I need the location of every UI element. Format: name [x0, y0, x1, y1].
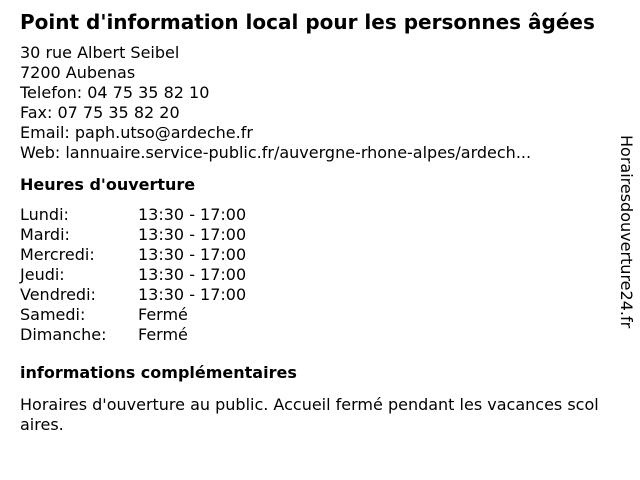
- hours-row: [20, 285, 600, 305]
- hours-row: [20, 265, 600, 285]
- email-line: Email: paph.utso@ardeche.fr: [20, 123, 253, 142]
- hours-day: Lundi:: [20, 205, 69, 224]
- info-heading: informations complémentaires: [20, 363, 297, 382]
- hours-day: Dimanche:: [20, 325, 107, 344]
- hours-row: [20, 245, 600, 265]
- hours-day: Mercredi:: [20, 245, 95, 264]
- hours-row: [20, 205, 600, 225]
- listing-content: [20, 8, 600, 435]
- fax-line: Fax: 07 75 35 82 20: [20, 103, 180, 122]
- hours-time: 13:30 - 17:00: [138, 225, 247, 244]
- hours-time: Fermé: [138, 325, 188, 344]
- hours-time: 13:30 - 17:00: [138, 265, 247, 284]
- hours-day: Mardi:: [20, 225, 70, 244]
- address-city: 7200 Aubenas: [20, 63, 136, 82]
- hours-time: 13:30 - 17:00: [138, 205, 247, 224]
- phone-line: Telefon: 04 75 35 82 10: [20, 83, 210, 102]
- hours-row: [20, 225, 600, 245]
- hours-day: Jeudi:: [20, 265, 65, 284]
- hours-time: 13:30 - 17:00: [138, 285, 247, 304]
- hours-heading: Heures d'ouverture: [20, 175, 196, 194]
- hours-row: [20, 305, 600, 325]
- web-line: Web: lannuaire.service-public.fr/auvergne-rhone-alpes/ardech...: [20, 143, 532, 162]
- hours-time: Fermé: [138, 305, 188, 324]
- hours-row: [20, 325, 600, 345]
- address-street: 30 rue Albert Seibel: [20, 43, 180, 62]
- site-watermark: Horairesdouverture24.fr: [617, 135, 636, 329]
- contact-block: [20, 43, 600, 163]
- hours-time: 13:30 - 17:00: [138, 245, 247, 264]
- hours-day: Vendredi:: [20, 285, 96, 304]
- hours-table: [20, 205, 600, 345]
- info-text: Horaires d'ouverture au public. Accueil fermé pendant les vacances scolaires.: [20, 395, 599, 434]
- hours-day: Samedi:: [20, 305, 86, 324]
- page-title: Point d'information local pour les personnes âgées: [20, 10, 595, 34]
